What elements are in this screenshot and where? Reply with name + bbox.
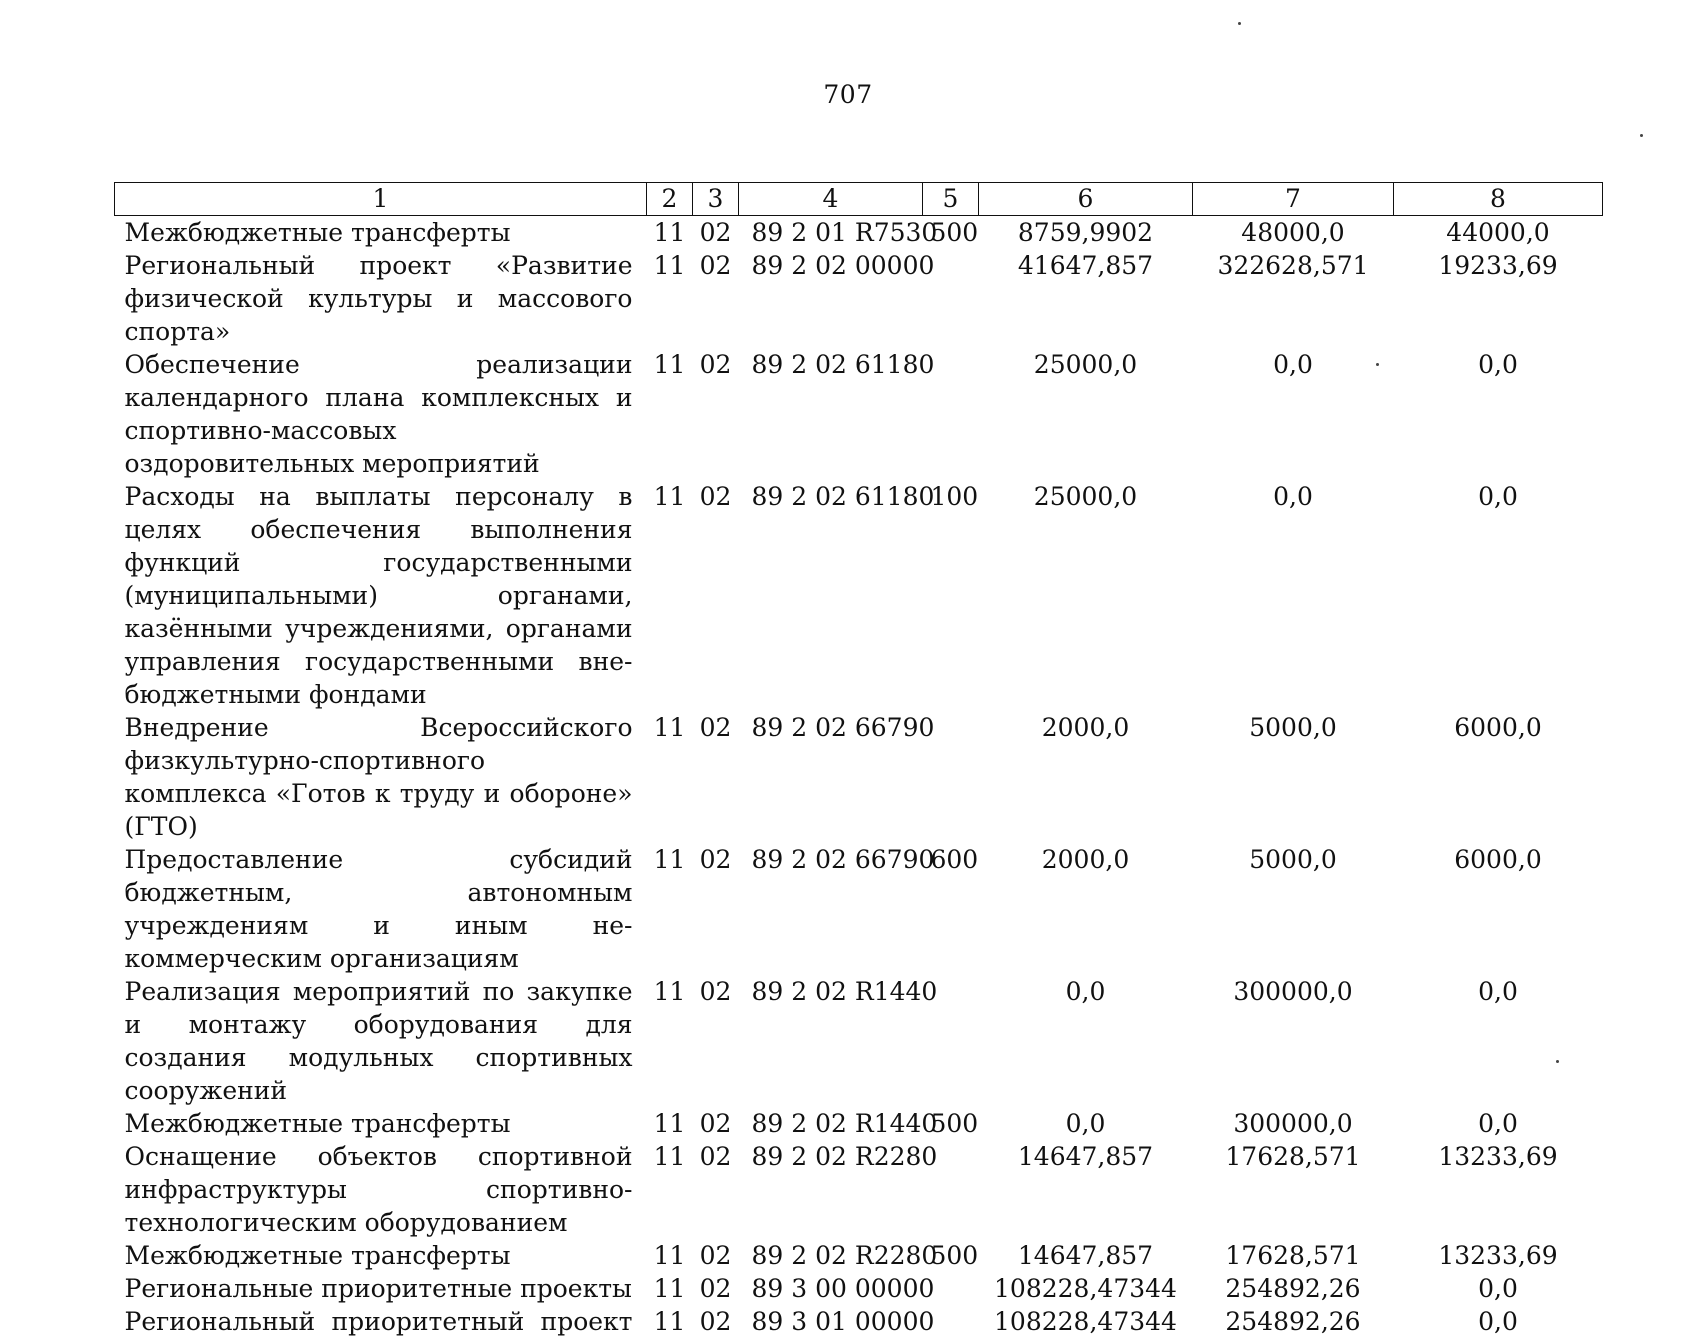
row-value-3: 13233,69 xyxy=(1438,1142,1558,1171)
row-value-1: 41647,857 xyxy=(1017,251,1154,280)
table-row xyxy=(115,1140,1603,1239)
row-expense-type: 600 xyxy=(930,845,979,874)
row-section: 11 xyxy=(653,1241,686,1270)
row-name: Реализация мероприятий по закупке и монтажу оборудования для создания модульных спортивных сооружений xyxy=(124,977,633,1105)
row-subsection: 02 xyxy=(699,1274,732,1303)
page-number: 707 xyxy=(823,80,873,109)
table-row xyxy=(115,480,1603,711)
row-value-1: 108228,47344 xyxy=(994,1274,1177,1303)
row-value-2: 0,0 xyxy=(1273,350,1313,379)
row-subsection: 02 xyxy=(699,482,732,511)
row-section: 11 xyxy=(653,977,686,1006)
table-row xyxy=(115,711,1603,843)
row-subsection: 02 xyxy=(699,1142,732,1171)
row-name: Региональные приоритетные проекты xyxy=(124,1274,632,1303)
row-value-2: 5000,0 xyxy=(1249,713,1337,742)
row-value-2: 300000,0 xyxy=(1233,1109,1353,1138)
row-target-code: 89 2 02 61180 xyxy=(751,482,935,511)
row-target-code: 89 2 02 R1440 xyxy=(751,1109,938,1138)
row-value-1: 14647,857 xyxy=(1017,1241,1154,1270)
row-target-code: 89 2 02 66790 xyxy=(751,845,935,874)
row-value-3: 0,0 xyxy=(1478,1274,1518,1303)
row-name: Межбюджетные трансферты xyxy=(124,218,511,247)
row-target-code: 89 3 00 00000 xyxy=(751,1274,935,1303)
scan-speck xyxy=(1376,363,1379,366)
row-value-1: 25000,0 xyxy=(1033,482,1138,511)
scan-speck xyxy=(1556,1060,1559,1063)
table-row xyxy=(115,1305,1603,1338)
row-value-3: 6000,0 xyxy=(1454,845,1542,874)
row-value-1: 25000,0 xyxy=(1033,350,1138,379)
row-target-code: 89 2 01 R7530 xyxy=(751,218,938,247)
row-value-1: 108228,47344 xyxy=(994,1307,1177,1336)
table-row xyxy=(115,843,1603,975)
table-header-row xyxy=(115,183,1603,216)
row-value-3: 13233,69 xyxy=(1438,1241,1558,1270)
row-value-1: 2000,0 xyxy=(1041,845,1130,874)
row-section: 11 xyxy=(653,1109,686,1138)
row-subsection: 02 xyxy=(699,251,732,280)
row-value-2: 17628,571 xyxy=(1225,1142,1361,1171)
column-header: 3 xyxy=(693,183,739,216)
row-target-code: 89 2 02 61180 xyxy=(751,350,935,379)
row-value-2: 322628,571 xyxy=(1217,251,1369,280)
row-section: 11 xyxy=(653,1307,686,1336)
row-name: Оснащение объектов спортивной инфраструктуры спортивно-технологическим оборудованием xyxy=(124,1142,633,1237)
row-section: 11 xyxy=(653,218,686,247)
row-name: Региональный проект «Развитие физической культуры и массового спорта» xyxy=(124,251,633,346)
row-name: Региональный приоритетный проект xyxy=(124,1307,633,1336)
column-header: 5 xyxy=(923,183,979,216)
row-name: Межбюджетные трансферты xyxy=(124,1241,511,1270)
row-value-3: 0,0 xyxy=(1478,977,1518,1006)
column-header: 8 xyxy=(1394,183,1603,216)
row-value-2: 254892,26 xyxy=(1225,1274,1361,1303)
row-expense-type: 500 xyxy=(930,218,979,247)
table-row xyxy=(115,1272,1603,1305)
row-subsection: 02 xyxy=(699,713,732,742)
row-name: Предоставление субсидий бюджетным, автономным учреждениям и иным некоммерческим организациям xyxy=(124,845,633,973)
row-name: Внедрение Всероссийского физкультурно-спортивного комплекса «Готов к труду и обороне» (ГТО) xyxy=(124,713,633,841)
scan-speck xyxy=(1238,22,1241,25)
column-header: 1 xyxy=(115,183,647,216)
table-row xyxy=(115,216,1603,250)
row-value-2: 17628,571 xyxy=(1225,1241,1361,1270)
row-value-3: 19233,69 xyxy=(1438,251,1558,280)
row-subsection: 02 xyxy=(699,845,732,874)
budget-table xyxy=(114,182,1603,1338)
row-section: 11 xyxy=(653,251,686,280)
column-header: 4 xyxy=(739,183,923,216)
row-value-3: 6000,0 xyxy=(1454,713,1542,742)
row-name: Обеспечение реализации календарного плана комплексных и спортивно-массовых оздоровительных мероприятий xyxy=(124,350,633,478)
row-name: Межбюджетные трансферты xyxy=(124,1109,511,1138)
row-expense-type: 500 xyxy=(930,1241,979,1270)
column-header: 2 xyxy=(647,183,693,216)
row-value-1: 14647,857 xyxy=(1017,1142,1154,1171)
row-expense-type: 100 xyxy=(930,482,979,511)
row-value-3: 0,0 xyxy=(1478,482,1518,511)
row-subsection: 02 xyxy=(699,1109,732,1138)
row-value-2: 254892,26 xyxy=(1225,1307,1361,1336)
row-value-2: 0,0 xyxy=(1273,482,1313,511)
row-value-1: 0,0 xyxy=(1065,977,1106,1006)
column-header: 6 xyxy=(979,183,1193,216)
row-section: 11 xyxy=(653,845,686,874)
table-row xyxy=(115,348,1603,480)
row-subsection: 02 xyxy=(699,1241,732,1270)
row-subsection: 02 xyxy=(699,218,732,247)
table-row xyxy=(115,1107,1603,1140)
row-target-code: 89 2 02 00000 xyxy=(751,251,935,280)
row-value-2: 5000,0 xyxy=(1249,845,1337,874)
row-section: 11 xyxy=(653,350,686,379)
row-value-3: 0,0 xyxy=(1478,1109,1518,1138)
row-target-code: 89 2 02 R2280 xyxy=(751,1142,938,1171)
row-value-3: 44000,0 xyxy=(1446,218,1550,247)
row-subsection: 02 xyxy=(699,350,732,379)
row-value-3: 0,0 xyxy=(1478,1307,1518,1336)
row-subsection: 02 xyxy=(699,977,732,1006)
row-target-code: 89 2 02 R1440 xyxy=(751,977,938,1006)
column-header: 7 xyxy=(1193,183,1394,216)
row-name: Расходы на выплаты персоналу в целях обеспечения выполнения функций государственными (муниципальными) органами, казёнными учреждениями, органами управления государственными внебюджетными фондами xyxy=(124,482,633,709)
row-value-2: 300000,0 xyxy=(1233,977,1353,1006)
row-value-1: 2000,0 xyxy=(1041,713,1130,742)
row-target-code: 89 2 02 66790 xyxy=(751,713,935,742)
row-section: 11 xyxy=(653,1274,686,1303)
row-target-code: 89 3 01 00000 xyxy=(751,1307,935,1336)
row-value-2: 48000,0 xyxy=(1241,218,1345,247)
row-section: 11 xyxy=(653,482,686,511)
row-expense-type: 500 xyxy=(930,1109,979,1138)
table-row xyxy=(115,1239,1603,1272)
row-subsection: 02 xyxy=(699,1307,732,1336)
scan-speck xyxy=(1640,134,1643,137)
row-value-1: 8759,9902 xyxy=(1017,218,1154,247)
row-target-code: 89 2 02 R2280 xyxy=(751,1241,938,1270)
table-row xyxy=(115,975,1603,1107)
row-value-1: 0,0 xyxy=(1065,1109,1106,1138)
table-row xyxy=(115,249,1603,348)
row-section: 11 xyxy=(653,713,686,742)
row-section: 11 xyxy=(653,1142,686,1171)
row-value-3: 0,0 xyxy=(1478,350,1518,379)
